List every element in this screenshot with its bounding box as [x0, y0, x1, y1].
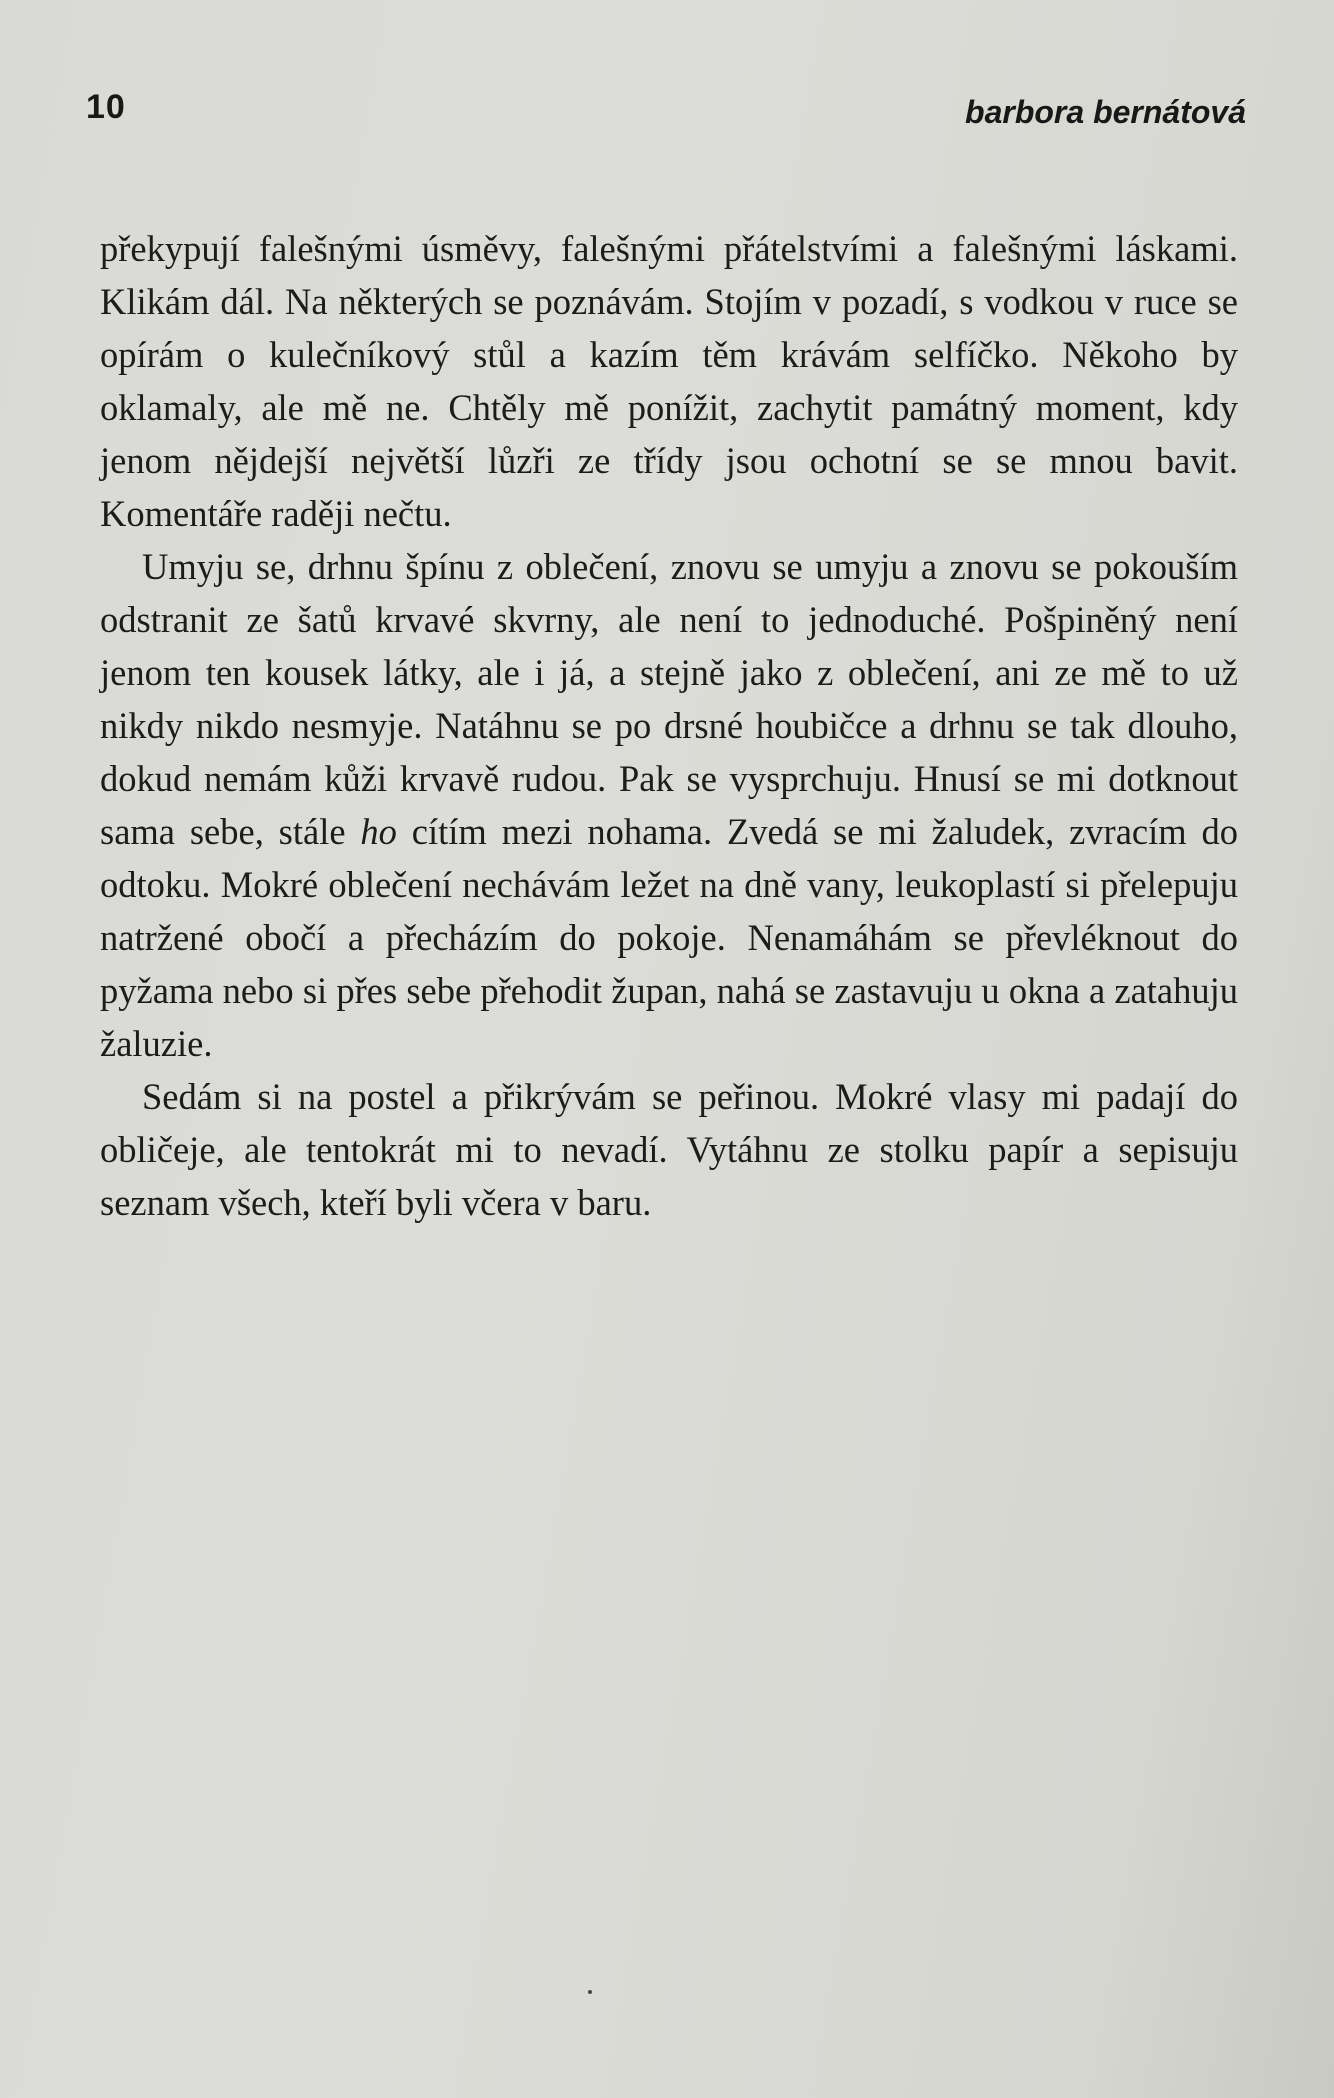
italic-emphasis: ho	[360, 811, 397, 852]
paragraph-2-part-2: cítím mezi nohama. Zvedá se mi žaludek, zvracím do odtoku. Mokré oblečení nechávám ležet na dně vany, leukoplastí si přelepuju natržené obočí a přecházím do pokoje. Nenamáhám se převléknout do pyžama nebo si přes sebe přehodit župan, nahá se zastavuju u okna a zatahuju žaluzie.	[100, 811, 1238, 1064]
paragraph-2-part-1: Umyju se, drhnu špínu z oblečení, znovu se umyju a znovu se pokouším odstranit ze šatů krvavé skvrny, ale není to jednoduché. Pošpiněný není jenom ten kousek látky, ale i já, a stejně jako z oblečení, ani ze mě to už nikdy nikdo nesmyje. Natáhnu se po drsné houbičce a drhnu se tak dlouho, dokud nemám kůži krvavě rudou. Pak se vysprchuju. Hnusí se mi dotknout sama sebe, stále	[100, 546, 1238, 852]
running-head-author: barbora bernátová	[965, 94, 1246, 130]
body-text	[100, 222, 1238, 1229]
paragraph-1: překypují falešnými úsměvy, falešnými přátelstvími a falešnými láskami. Klikám dál. Na některých se poznávám. Stojím v pozadí, s vodkou v ruce se opírám o kulečníkový stůl a kazím těm krávám selfíčko. Někoho by oklamaly, ale mě ne. Chtěly mě ponížit, zachytit památný moment, kdy jenom nějdejší největší lůzři ze třídy jsou ochotní se se mnou bavit. Komentáře raději nečtu.	[100, 228, 1238, 534]
page-number: 10	[86, 88, 126, 126]
paragraph-2	[100, 540, 1238, 1070]
paper-speck	[588, 1990, 592, 1994]
paragraph-3: Sedám si na postel a přikrývám se peřinou. Mokré vlasy mi padají do obličeje, ale tentokrát mi to nevadí. Vytáhnu ze stolku papír a sepisuju seznam všech, kteří byli včera v baru.	[100, 1076, 1238, 1223]
